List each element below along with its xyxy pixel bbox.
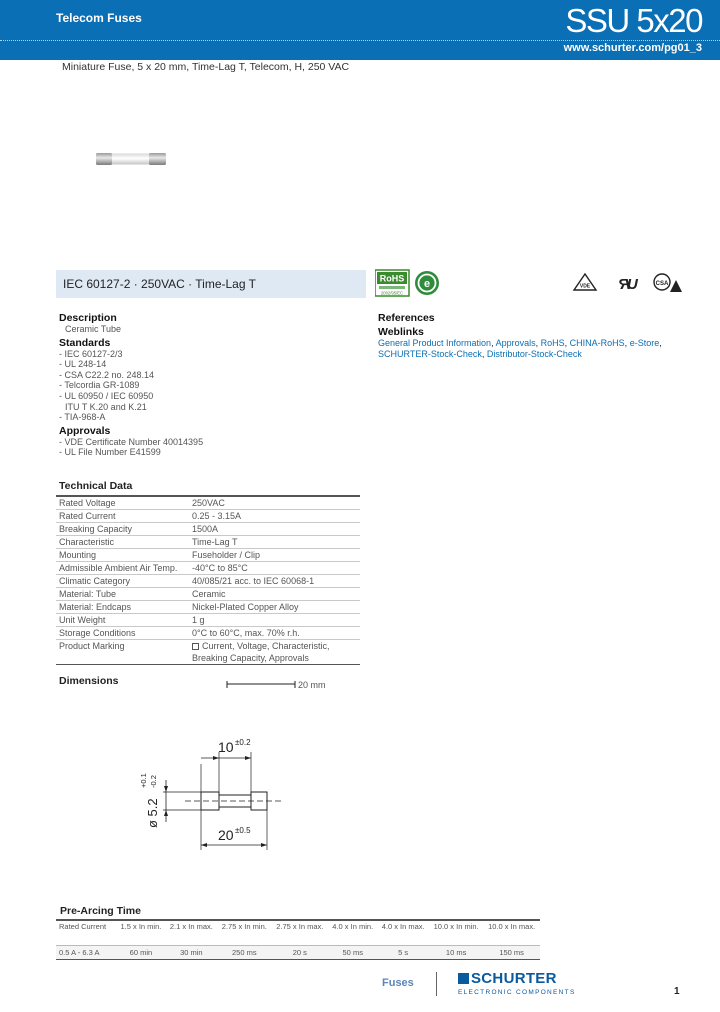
technical-data-value: Nickel-Plated Copper Alloy bbox=[189, 601, 360, 614]
weblink-stock-check[interactable]: SCHURTER-Stock-Check bbox=[378, 348, 482, 359]
category-title: Telecom Fuses bbox=[56, 11, 142, 25]
pre-arcing-cell: 10 ms bbox=[429, 945, 483, 959]
dimensions-heading: Dimensions bbox=[59, 675, 119, 687]
footer-divider bbox=[436, 972, 437, 996]
technical-data-key: Product Marking bbox=[56, 640, 189, 665]
technical-data-key: Rated Voltage bbox=[56, 496, 189, 510]
compliance-logos bbox=[375, 268, 447, 300]
product-title: SSU 5x20 bbox=[565, 2, 702, 39]
technical-data-value-line: Breaking Capacity, Approvals bbox=[192, 653, 309, 663]
standards-item: - CSA C22.2 no. 248.14 bbox=[59, 369, 155, 380]
weblink-general-info[interactable]: General Product Information bbox=[378, 338, 492, 348]
pre-arcing-column-header: 4.0 x In min. bbox=[328, 920, 377, 945]
pre-arcing-cell: 20 s bbox=[271, 945, 328, 959]
pre-arcing-column-header: 4.0 x In max. bbox=[377, 920, 429, 945]
schurter-logo-text: SCHURTER bbox=[471, 970, 557, 987]
technical-data-row bbox=[56, 601, 360, 614]
product-url-link[interactable]: www.schurter.com/pg01_3 bbox=[563, 42, 702, 54]
references-heading: References bbox=[378, 312, 435, 324]
technical-data-value: Time-Lag T bbox=[189, 536, 360, 549]
technical-data-value bbox=[189, 640, 360, 665]
pre-arcing-column-header: 2.75 x In max. bbox=[271, 920, 328, 945]
technical-data-value: 1500A bbox=[189, 523, 360, 536]
weblink-rohs[interactable]: RoHS bbox=[540, 338, 565, 348]
cap-length-tolerance: ±0.2 bbox=[235, 738, 251, 747]
pre-arcing-cell: 50 ms bbox=[328, 945, 377, 959]
scale-bar-label: 20 mm bbox=[298, 680, 326, 690]
references-column bbox=[378, 310, 678, 359]
technical-data-value: -40°C to 85°C bbox=[189, 562, 360, 575]
technical-data-value: 250VAC bbox=[189, 496, 360, 510]
technical-data-row bbox=[56, 614, 360, 627]
technical-data-section bbox=[56, 480, 360, 665]
schurter-logo-icon bbox=[458, 973, 469, 984]
technical-data-row bbox=[56, 640, 360, 665]
fuse-product-image bbox=[96, 153, 166, 165]
rohs-logo-subtext: 2002/95/EC bbox=[380, 290, 404, 296]
pre-arcing-column-header: 10.0 x In max. bbox=[483, 920, 540, 945]
product-subtitle: Miniature Fuse, 5 x 20 mm, Time-Lag T, Telecom, H, 250 VAC bbox=[62, 61, 350, 73]
pre-arcing-table bbox=[56, 919, 540, 960]
pre-arcing-column-header: 2.1 x In max. bbox=[166, 920, 218, 945]
rohs-logo-icon bbox=[375, 270, 409, 296]
pre-arcing-heading: Pre-Arcing Time bbox=[60, 905, 141, 917]
pre-arcing-column-header: 10.0 x In min. bbox=[429, 920, 483, 945]
technical-data-row bbox=[56, 496, 360, 510]
pre-arcing-cell: 30 min bbox=[166, 945, 218, 959]
csa-logo-icon bbox=[654, 274, 682, 292]
pre-arcing-cell: 150 ms bbox=[483, 945, 540, 959]
technical-data-key: Admissible Ambient Air Temp. bbox=[56, 562, 189, 575]
approval-logos bbox=[570, 268, 682, 300]
technical-data-row bbox=[56, 549, 360, 562]
total-length-tolerance: ±0.5 bbox=[235, 826, 251, 835]
technical-data-row bbox=[56, 627, 360, 640]
ul-recognized-logo-icon bbox=[619, 276, 639, 293]
technical-data-row bbox=[56, 562, 360, 575]
rohs-logo-text: RoHS bbox=[379, 273, 405, 284]
cap-length-value: 10 bbox=[218, 739, 234, 755]
approvals-heading: Approvals bbox=[59, 424, 111, 437]
technical-data-row bbox=[56, 588, 360, 601]
technical-data-key: Storage Conditions bbox=[56, 627, 189, 640]
pre-arcing-cell: 0.5 A - 6.3 A bbox=[56, 945, 116, 959]
fuse-cap-left bbox=[201, 792, 219, 810]
technical-data-value: 1 g bbox=[189, 614, 360, 627]
technical-data-value: 40/085/21 acc. to IEC 60068-1 bbox=[189, 575, 360, 588]
fuse-tube bbox=[219, 795, 251, 807]
svg-text:R: R bbox=[619, 276, 630, 293]
technical-data-value: Ceramic bbox=[189, 588, 360, 601]
pre-arcing-section bbox=[56, 905, 540, 960]
technical-data-key: Rated Current bbox=[56, 510, 189, 523]
footer-section-label: Fuses bbox=[382, 977, 414, 989]
technical-data-key: Characteristic bbox=[56, 536, 189, 549]
page-header bbox=[0, 0, 720, 60]
technical-data-key: Material: Tube bbox=[56, 588, 189, 601]
svg-text:e: e bbox=[423, 278, 431, 290]
technical-data-row bbox=[56, 575, 360, 588]
technical-data-row bbox=[56, 510, 360, 523]
standards-item: - TIA-968-A bbox=[59, 412, 106, 423]
pre-arcing-column-header: Rated Current bbox=[56, 920, 116, 945]
spec-summary: IEC 60127-2 · 250VAC · Time-Lag T bbox=[63, 277, 256, 291]
technical-data-row bbox=[56, 523, 360, 536]
diameter-tolerance-minus: -0.2 bbox=[149, 775, 158, 788]
technical-data-value: 0.25 - 3.15A bbox=[189, 510, 360, 523]
technical-data-value-line: Current, Voltage, Characteristic, bbox=[202, 641, 330, 651]
technical-data-key: Breaking Capacity bbox=[56, 523, 189, 536]
weblink-e-store[interactable]: e-Store bbox=[629, 338, 660, 348]
pre-arcing-cell: 5 s bbox=[377, 945, 429, 959]
description-heading: Description bbox=[59, 312, 117, 324]
total-length-value: 20 bbox=[218, 827, 234, 843]
schurter-logo-subtext: ELECTRONIC COMPONENTS bbox=[458, 989, 576, 996]
weblinks-list: General Product Information, Approvals, RoHS, CHINA-RoHS, e-Store, SCHURTER-Stock-Check, Distributor-Stock-Check bbox=[378, 338, 662, 359]
pre-arcing-column-header: 1.5 x In min. bbox=[116, 920, 165, 945]
technical-data-key: Unit Weight bbox=[56, 614, 189, 627]
spec-summary-bar bbox=[56, 270, 366, 298]
standards-heading: Standards bbox=[59, 336, 111, 349]
technical-data-heading: Technical Data bbox=[59, 480, 133, 492]
schurter-logo bbox=[458, 970, 557, 987]
diameter-value: ø 5.2 bbox=[145, 798, 160, 828]
page-number: 1 bbox=[674, 986, 680, 997]
approvals-item: - UL File Number E41599 bbox=[59, 447, 161, 458]
technical-data-row bbox=[56, 536, 360, 549]
standards-item: - UL 248-14 bbox=[59, 359, 107, 370]
weblink-distributor-stock-check[interactable]: Distributor-Stock-Check bbox=[486, 348, 582, 359]
marking-icon bbox=[192, 643, 199, 650]
weblink-china-rohs[interactable]: CHINA-RoHS bbox=[569, 338, 625, 348]
standards-item: - IEC 60127-2/3 bbox=[59, 348, 123, 359]
pre-arcing-row bbox=[56, 945, 540, 959]
diameter-tolerance-plus: +0.1 bbox=[139, 773, 148, 788]
vde-logo-text: VDE bbox=[579, 283, 591, 290]
technical-data-key: Material: Endcaps bbox=[56, 601, 189, 614]
technical-data-value: Fuseholder / Clip bbox=[189, 549, 360, 562]
technical-data-value: 0°C to 60°C, max. 70% r.h. bbox=[189, 627, 360, 640]
standards-item: - Telcordia GR-1089 bbox=[59, 380, 140, 391]
description-item: Ceramic Tube bbox=[65, 324, 122, 334]
technical-data-key: Climatic Category bbox=[56, 575, 189, 588]
fuse-cap-right bbox=[251, 792, 267, 810]
pre-arcing-cell: 60 min bbox=[116, 945, 165, 959]
weblinks-heading: Weblinks bbox=[378, 326, 424, 338]
technical-data-key: Mounting bbox=[56, 549, 189, 562]
china-rohs-logo-icon bbox=[415, 271, 439, 295]
standards-item: ITU T K.20 and K.21 bbox=[65, 401, 147, 412]
standards-item: - UL 60950 / IEC 60950 bbox=[59, 390, 154, 401]
svg-text:U: U bbox=[627, 276, 638, 293]
technical-data-table bbox=[56, 495, 360, 665]
pre-arcing-column-header: 2.75 x In min. bbox=[217, 920, 271, 945]
pre-arcing-cell: 250 ms bbox=[217, 945, 271, 959]
product-info-column bbox=[59, 310, 359, 458]
header-divider bbox=[0, 40, 720, 41]
weblink-approvals[interactable]: Approvals bbox=[495, 338, 536, 348]
vde-logo-icon bbox=[574, 274, 596, 290]
csa-logo-text: CSA bbox=[655, 281, 669, 287]
approvals-item: - VDE Certificate Number 40014395 bbox=[59, 436, 204, 447]
